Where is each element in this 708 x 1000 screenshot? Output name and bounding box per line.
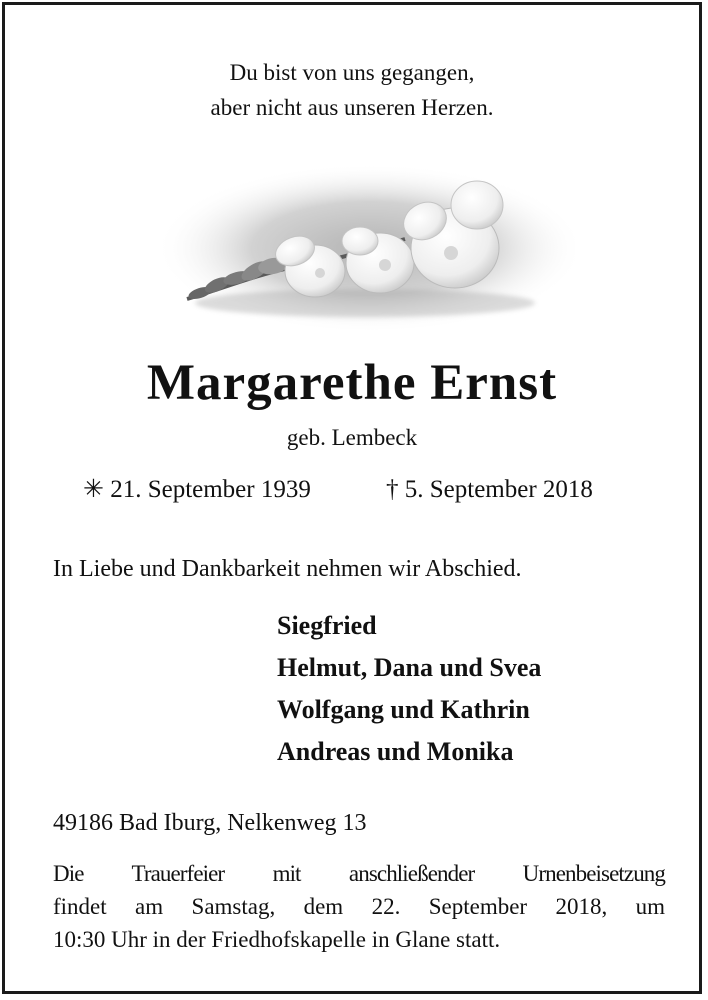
- motto-line-2: aber nicht aus unseren Herzen.: [210, 95, 494, 120]
- death-date: † 5. September 2018: [386, 476, 593, 503]
- mourner-name: Wolfgang und Kathrin: [277, 695, 530, 724]
- birth-date: ✳ 21. September 1939: [83, 476, 311, 503]
- mourner-name: Siegfried: [277, 611, 377, 640]
- obituary-card: [2, 2, 702, 994]
- deceased-name: Margarethe Ernst: [146, 355, 558, 411]
- funeral-service-info: [53, 857, 665, 956]
- address: 49186 Bad Iburg, Nelkenweg 13: [53, 810, 367, 836]
- farewell-text: In Liebe und Dankbarkeit nehmen wir Abschied.: [53, 556, 522, 582]
- service-line: 10:30 Uhr in der Friedhofskapelle in Glane statt.: [53, 927, 501, 952]
- mourner-name: Andreas und Monika: [277, 737, 514, 766]
- service-line: Die Trauerfeier mit anschließender Urnenbeisetzung: [53, 861, 665, 886]
- motto-line-1: Du bist von uns gegangen,: [229, 60, 475, 85]
- maiden-name: geb. Lembeck: [286, 425, 418, 450]
- service-line: findet am Samstag, dem 22. September 2018, um: [53, 894, 665, 919]
- mourners-list: [277, 605, 541, 773]
- flower-shadow: [195, 289, 535, 317]
- mourner-name: Helmut, Dana und Svea: [277, 653, 542, 682]
- freesia-flowers-image: [155, 153, 575, 333]
